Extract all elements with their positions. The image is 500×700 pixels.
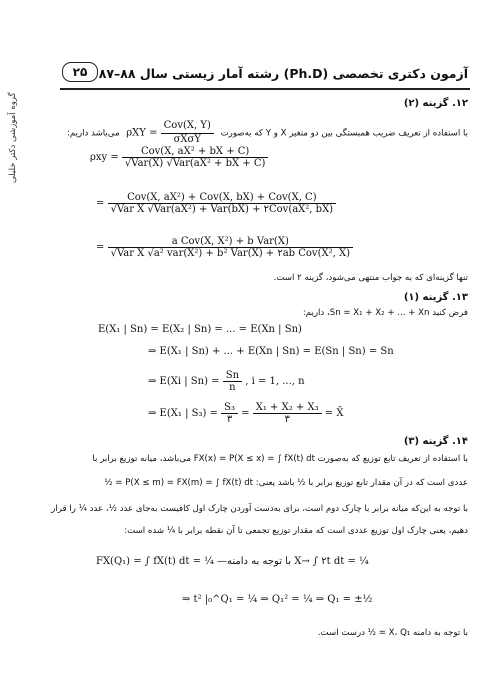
q12-conclusion: تنها گزینه‌ای که به جواب منتهی می‌شود، گزینه ۲ است. <box>273 273 468 283</box>
q13-heading: ۱۳. گزینه (۱) <box>403 292 468 303</box>
q13-eq-line2: ⇒ E(X₁ | Sn) + ... + E(Xn | Sn) = E(Sn | Sn) = Sn <box>148 346 394 357</box>
q12-eq-line3: = $\frac{\text{a Cov(X, X²) + b Var(X)}}{\text{√Var X √a² var(X²) + b² Var(X) + ۲ab Cov(X², X)}}$ <box>96 236 353 259</box>
q14-paragraph-1: با استفاده از تعریف تابع توزیع که به‌صورت FX(x) = P(X ≤ x) = ∫ fX(t) dt می‌باشد، میانه توزیع برابر با <box>92 454 468 464</box>
q14-final: با توجه به دامنه X، Q₁ = ½ درست است. <box>317 628 468 638</box>
q14-paragraph-3: با توجه به این‌که میانه برابر با چارک دوم است، برای به‌دست آوردن چارک اول کافیست به‌جای عدد ½، عدد ¼ را قرار <box>51 504 468 514</box>
q14-paragraph-4: دهیم، یعنی چارک اول توزیع عددی است که مقدار توزیع تجمعی تا آن نقطه برابر با ¼ شده است: <box>124 526 468 536</box>
q13-eq-line1: E(X₁ | Sn) = E(X₂ | Sn) = ... = E(Xn | Sn) <box>98 324 302 335</box>
q14-eq-line1: FX(Q₁) = ∫ fX(t) dt = ¼ —با توجه به دامنه X→ ∫ ۲t dt = ¼ <box>96 556 369 567</box>
q12-eq-line1: ρxy = $\frac{\text{Cov(X, aX² + bX + C)}}{\text{√Var(X) √Var(aX² + bX + C)}}$ <box>90 146 268 169</box>
q12-heading: ۱۲. گزینه (۲) <box>403 98 468 109</box>
header-title: آزمون دکتری تخصصی (Ph.D) رشته آمار زیستی سال ۸۸–۸۷ <box>98 66 468 81</box>
q13-eq-line3: ⇒ E(Xi | Sn) = $\frac{Sn}{n}$ , i = 1, ..., n <box>148 370 305 393</box>
q13-intro: فرض کنید Sn = X₁ + X₂ + ... + Xn، داریم: <box>302 308 468 318</box>
q12-eq-line2: = $\frac{\text{Cov(X, aX²) + Cov(X, bX) + Cov(X, C)}}{\text{√Var X √Var(aX²) + Var(bX) + ۲Cov(aX², bX)}}$ <box>96 192 336 215</box>
q14-heading: ۱۴. گزینه (۳) <box>403 436 468 447</box>
q13-eq-line4: ⇒ E(X₁ | S₃) = $\frac{\text{S₃}}{۳}$ = $\frac{\text{X₁ + X₂ + X₃}}{۳}$ = X̄ <box>148 402 344 425</box>
q12-definition-formula: ρXY = $\frac{\text{Cov(X, Y)}}{\text{σXσY}}$ <box>126 120 214 146</box>
page-number: ۲۵ <box>62 62 98 82</box>
q14-paragraph-2: عددی است که در آن مقدار تابع توزیع برابر با ½ باشد یعنی: P(X ≤ m) = FX(m) = ∫ fX(t) dt = ½ <box>104 478 468 488</box>
q14-eq-line2: ⇒ t² |₀^Q₁ = ¼ ⇒ Q₁² = ¼ ⇒ Q₁ = ±½ <box>182 594 373 605</box>
side-label: گروه آموزشی دکتر خلیلی <box>8 92 18 183</box>
q12-intro: با استفاده از تعریف ضریب همبستگی بین دو متغیر X و Y که به‌صورت ρXY = $\frac{\text{Cov(X, Y)}}{\text{σXσY}}$ می‌باشد داریم: <box>66 120 468 145</box>
